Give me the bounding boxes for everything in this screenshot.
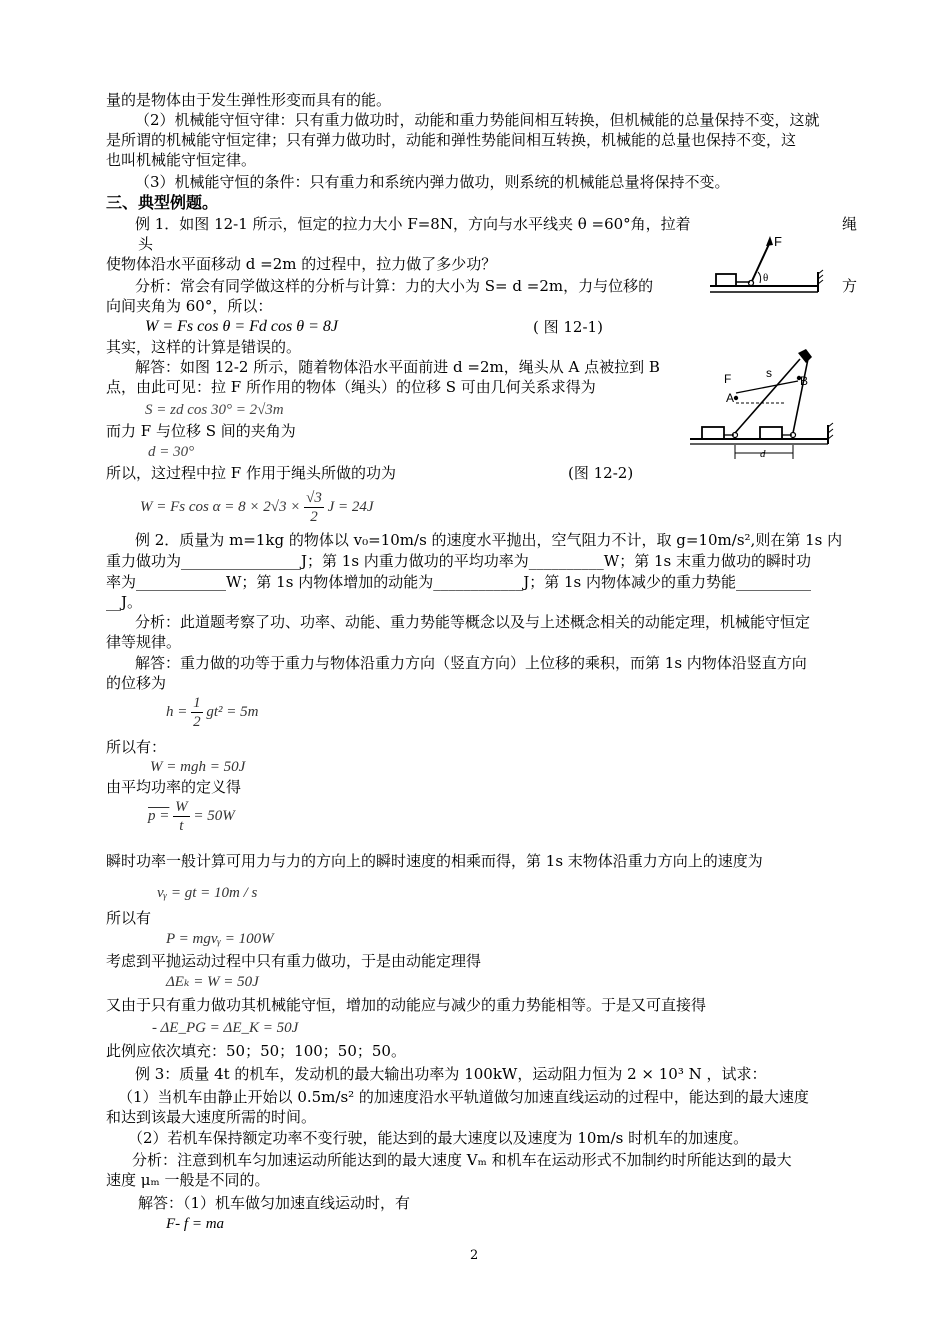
ex1-line-7: 解答：如图 12-2 所示，随着物体沿水平面前进 d =2m，绳头从 A 点被拉到 B bbox=[135, 358, 660, 376]
ex2-line-9: 所以有： bbox=[106, 738, 167, 756]
fig2-block-end bbox=[760, 427, 782, 439]
ex1-equation-3: d = 30° bbox=[148, 444, 195, 460]
figure-12-2 bbox=[688, 345, 838, 463]
fig1-label-theta: θ bbox=[763, 272, 769, 284]
section-title: 三、典型例题。 bbox=[106, 193, 219, 212]
eq-p-fraction bbox=[173, 798, 190, 835]
page-number: 2 bbox=[470, 1248, 479, 1263]
ex3-line-7: 解答：（1）机车做匀加速直线运动时，有 bbox=[138, 1194, 411, 1212]
eq4-numerator: √3 bbox=[306, 490, 322, 507]
ex1-line-5: 向间夹角为 60°，所以： bbox=[106, 297, 273, 315]
ex1-line-2: 头 bbox=[138, 235, 154, 253]
fig1-caption: ( 图 12-1) bbox=[533, 318, 603, 336]
ex1-line-1-tail: 绳 bbox=[842, 215, 858, 233]
ex2-equation-epg: - ΔE_PG = ΔE_K = 50J bbox=[152, 1020, 299, 1036]
ex3-line-2: （1）当机车由静止开始以 0.5m/s² 的加速度沿水平轨道做匀加速直线运动的过程中，能达到的最大速度 bbox=[118, 1088, 809, 1106]
fig2-displacement-s bbox=[736, 381, 798, 393]
ex2-line-12: 所以有 bbox=[106, 909, 152, 927]
ex1-line-10: 所以，这过程中拉 F 作用于绳头所做的功为 bbox=[106, 464, 396, 482]
figure-12-1 bbox=[706, 226, 828, 298]
eq-p-left: p = bbox=[148, 808, 170, 824]
ex2-equation-v: vᵧ = gt = 10m / s bbox=[157, 885, 258, 901]
ex1-line-4: 分析：常会有同学做这样的分析与计算：力的大小为 S= d =2m，力与位移的 bbox=[135, 277, 654, 295]
ex3-line-3: 和达到该最大速度所需的时间。 bbox=[106, 1108, 317, 1126]
ex2-equation-w: W = mgh = 50J bbox=[150, 759, 246, 775]
ex3-line-1: 例 3：质量 4t 的机车，发动机的最大输出功率为 100kW，运动阻力恒为 2 × 10³ N ，试求： bbox=[135, 1065, 767, 1083]
ex2-line-6: 律等规律。 bbox=[106, 633, 182, 651]
intro-line-3: 是所谓的机械能守恒定律；只有弹力做功时，动能和弹性势能间相互转换，机械能的总量也保持不变，这 bbox=[106, 131, 797, 149]
fig2-arrowhead bbox=[798, 349, 812, 363]
ex3-equation-f: F- f = ma bbox=[166, 1216, 225, 1232]
ex1-line-1: 例 1．如图 12-1 所示，恒定的拉力大小 F=8N，方向与水平线夹 θ =60°角，拉着 bbox=[135, 215, 691, 233]
eq4-right: J = 24J bbox=[327, 499, 374, 515]
ex1-equation-4 bbox=[140, 486, 374, 528]
fig2-label-B: B bbox=[800, 374, 809, 388]
fig1-block bbox=[716, 274, 736, 286]
ex1-line-9: 而力 F 与位移 S 间的夹角为 bbox=[106, 422, 296, 440]
fig1-label-F: F bbox=[774, 234, 782, 249]
eq-p-denominator: t bbox=[179, 818, 184, 835]
eq4-left: W = Fs cos α = 8 × 2√3 × bbox=[140, 499, 301, 515]
intro-line-5: （3）机械能守恒的条件：只有重力和系统内弹力做功，则系统的机械能总量将保持不变。 bbox=[135, 173, 730, 191]
intro-line-2: （2）机械能守恒守律：只有重力做功时，动能和重力势能间相互转换，但机械能的总量保持不变，这就 bbox=[135, 111, 820, 129]
ex2-line-13: 考虑到平抛运动过程中只有重力做功，于是由动能定理得 bbox=[106, 952, 482, 970]
fig2-label-A: A bbox=[726, 391, 735, 405]
fig1-angle-arc bbox=[758, 272, 761, 283]
ex3-line-4: （2）若机车保持额定功率不变行驶，能达到的最大速度以及速度为 10m/s 时机车的加速度。 bbox=[128, 1129, 749, 1147]
eq4-denominator: 2 bbox=[310, 509, 318, 526]
eq-p-right: = 50W bbox=[193, 808, 235, 824]
ex2-equation-h bbox=[166, 692, 259, 732]
fig2-point-A bbox=[734, 396, 738, 400]
eq-h-left: h = bbox=[166, 704, 188, 720]
fig2-caption: (图 12-2) bbox=[568, 464, 634, 482]
fig2-label-s: s bbox=[766, 366, 772, 380]
ex2-line-2: 重力做功为________________J；第 1s 内重力做功的平均功率为__________W；第 1s 末重力做功的瞬时功 bbox=[106, 552, 811, 570]
eq-h-numerator: 1 bbox=[193, 695, 201, 712]
fig2-block-start bbox=[702, 427, 724, 439]
ex2-line-4: __J。 bbox=[106, 593, 143, 611]
ex1-equation-1: W = Fs cos θ = Fd cos θ = 8J bbox=[145, 318, 338, 335]
eq-h-denominator: 2 bbox=[193, 714, 201, 731]
eq4-fraction bbox=[304, 489, 324, 526]
fig2-label-F: F bbox=[724, 372, 732, 386]
ex2-equation-P: P = mgvᵧ = 100W bbox=[166, 931, 274, 947]
ex2-line-7: 解答：重力做的功等于重力与物体沿重力方向（竖直方向）上位移的乘积，而第 1s 内物体沿竖直方向 bbox=[135, 654, 807, 672]
ex2-line-14: 又由于只有重力做功其机械能守恒，增加的动能应与减少的重力势能相等。于是又可直接得 bbox=[106, 996, 707, 1014]
ex2-line-5: 分析：此道题考察了功、功率、动能、重力势能等概念以及与上述概念相关的动能定理，机械能守恒定 bbox=[135, 613, 811, 631]
ex2-line-15: 此例应依次填充：50；50；100；50；50。 bbox=[106, 1042, 406, 1060]
intro-line-1: 量的是物体由于发生弹性形变而具有的能。 bbox=[106, 91, 392, 109]
ex1-line-4-tail: 方 bbox=[842, 277, 858, 295]
eq-h-right: gt² = 5m bbox=[206, 704, 259, 720]
ex2-equation-p bbox=[148, 796, 235, 836]
fig1-arrowhead bbox=[766, 236, 773, 246]
ex2-line-11: 瞬时功率一般计算可用力与力的方向上的瞬时速度的相乘而得，第 1s 末物体沿重力方向上的速度为 bbox=[106, 852, 763, 870]
ex3-line-6: 速度 μₘ 一般是不同的。 bbox=[106, 1171, 270, 1189]
eq-p-numerator: W bbox=[175, 799, 188, 816]
ex1-equation-2: S = zd cos 30° = 2√3m bbox=[145, 402, 284, 418]
ex1-line-8: 点，由此可见：拉 F 所作用的物体（绳头）的位移 S 可由几何关系求得为 bbox=[106, 378, 596, 396]
ex3-line-5: 分析：注意到机车匀加速运动所能达到的最大速度 Vₘ 和机车在运动形式不加制约时所能达到的最大 bbox=[132, 1151, 792, 1169]
ex2-equation-ek: ΔEₖ = W = 50J bbox=[166, 974, 259, 990]
eq-h-fraction bbox=[191, 694, 203, 731]
ex2-line-1: 例 2．质量为 m=1kg 的物体以 v₀=10m/s 的速度水平抛出，空气阻力不计，取 g=10m/s²,则在第 1s 内 bbox=[135, 531, 843, 549]
intro-line-4: 也叫机械能守恒定律。 bbox=[106, 151, 257, 169]
ex2-line-8: 的位移为 bbox=[106, 674, 167, 692]
fig2-line-right bbox=[793, 359, 808, 433]
ex2-line-10: 由平均功率的定义得 bbox=[106, 778, 242, 796]
ex2-line-3: 率为____________W；第 1s 内物体增加的动能为____________J；第 1s 内物体减少的重力势能__________ bbox=[106, 573, 811, 591]
ex1-line-3: 使物体沿水平面移动 d =2m 的过程中，拉力做了多少功？ bbox=[106, 255, 497, 273]
ex1-line-6: 其实，这样的计算是错误的。 bbox=[106, 338, 302, 356]
fig2-label-d: d bbox=[760, 448, 766, 460]
